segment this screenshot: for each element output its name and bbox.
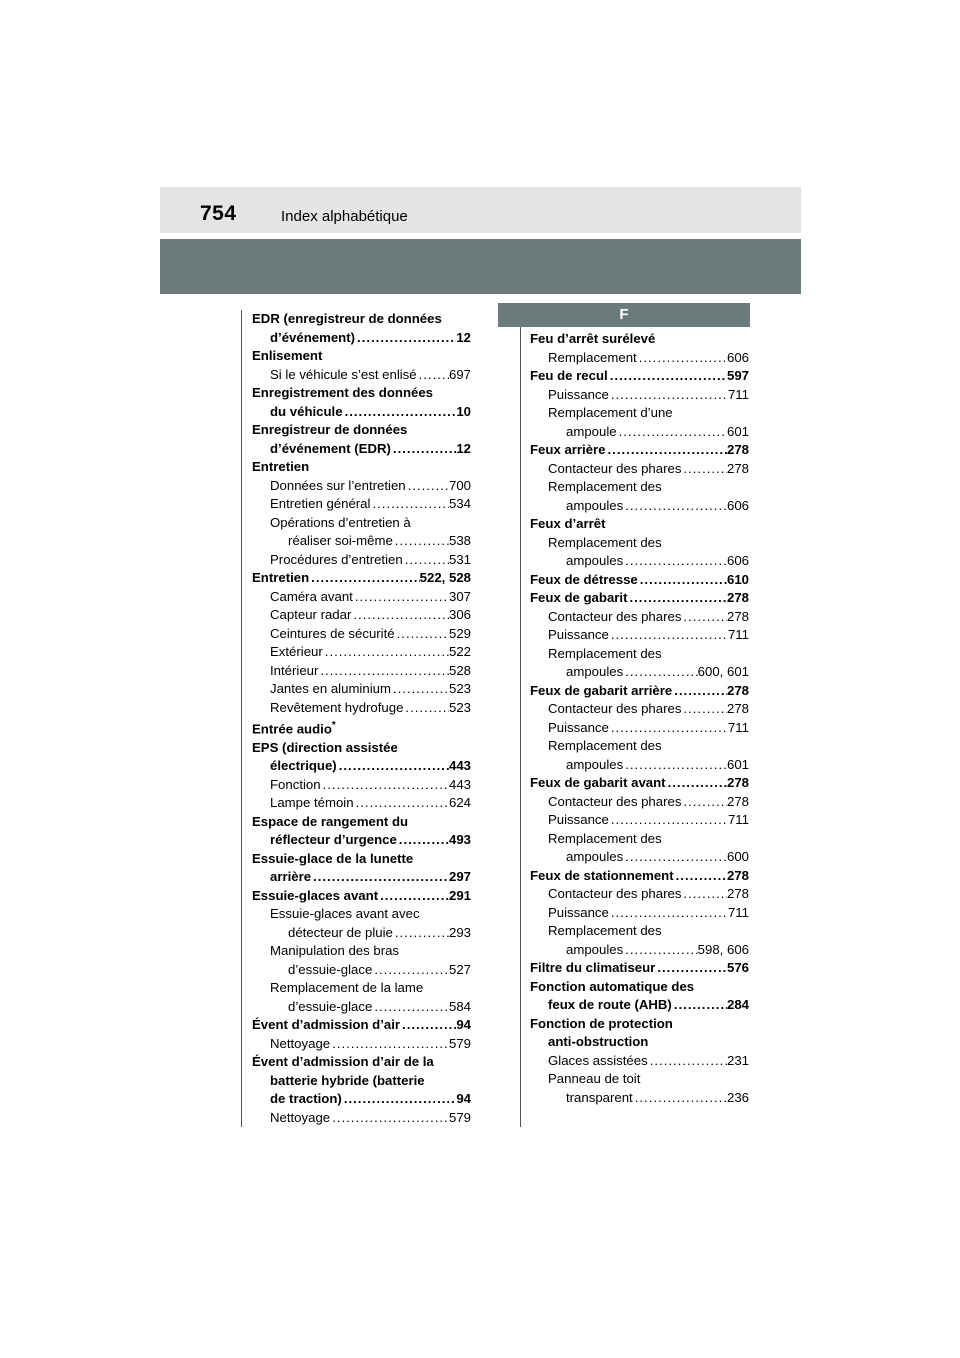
page-reference: 523	[448, 699, 471, 715]
index-heading	[530, 478, 749, 497]
index-term: Capteur radar	[270, 607, 352, 622]
index-heading	[252, 979, 471, 998]
index-heading	[252, 717, 471, 739]
index-heading	[530, 645, 749, 664]
index-term: Contacteur des phares	[548, 608, 682, 624]
index-heading	[530, 978, 749, 997]
index-heading	[252, 310, 471, 329]
leader-dots	[648, 1052, 727, 1071]
leader-dots	[655, 959, 727, 978]
index-entry	[530, 349, 749, 368]
index-term: Puissance	[548, 627, 609, 642]
index-heading	[252, 942, 471, 961]
index-heading	[530, 1015, 749, 1034]
index-term: Entretien	[252, 459, 310, 474]
index-term: détecteur de pluie	[288, 924, 393, 940]
index-entry	[530, 423, 749, 442]
page-reference: 527	[448, 961, 471, 977]
page-reference: 278	[726, 701, 749, 716]
page-reference: 278	[726, 682, 749, 698]
index-term: Panneau de toit	[548, 1071, 641, 1086]
index-term: Opérations d’entretien à	[270, 514, 411, 530]
index-column-right	[530, 330, 749, 1107]
index-term: ampoules	[566, 553, 624, 568]
index-entry	[252, 794, 471, 813]
page-reference: 584	[448, 998, 471, 1014]
index-entry	[530, 626, 749, 645]
index-term: de traction)	[270, 1091, 342, 1107]
page-reference: 278	[726, 460, 749, 476]
page-reference: 576	[726, 960, 749, 975]
index-term: Remplacement de la lame	[270, 980, 424, 996]
index-entry	[530, 571, 749, 590]
page-reference: 606	[726, 553, 749, 568]
index-term: Fonction de protection	[530, 1015, 673, 1031]
page-reference: 306	[448, 607, 471, 622]
leader-dots	[342, 1090, 457, 1109]
index-entry	[530, 441, 749, 460]
index-term: ampoules	[566, 664, 624, 679]
index-heading	[530, 830, 749, 849]
index-term: EPS (direction assistée	[252, 739, 398, 755]
index-heading	[530, 737, 749, 756]
leader-dots	[638, 571, 727, 590]
page-reference: 307	[448, 588, 471, 604]
index-entry	[530, 608, 749, 627]
page-reference: 284	[726, 997, 749, 1012]
leader-dots	[378, 887, 449, 906]
index-term: EDR (enregistreur de données	[252, 311, 442, 326]
index-heading	[530, 922, 749, 941]
page-reference: 711	[727, 719, 749, 735]
leader-dots	[623, 663, 697, 682]
index-term: réflecteur d’urgence	[270, 832, 397, 848]
leader-dots	[330, 1035, 449, 1054]
leader-dots	[666, 774, 727, 793]
leader-dots	[627, 589, 727, 608]
page-reference: 278	[726, 775, 749, 790]
index-entry	[252, 329, 471, 348]
index-term: Remplacement des	[548, 738, 662, 753]
index-term: Procédures d’entretien	[270, 551, 403, 567]
leader-dots	[370, 495, 449, 514]
page-reference: 443	[448, 776, 471, 792]
index-term: Enregistreur de données	[252, 422, 408, 437]
index-entry	[252, 831, 471, 850]
leader-dots	[372, 998, 449, 1017]
index-entry	[530, 1052, 749, 1071]
leader-dots	[372, 961, 449, 980]
page-reference: 597	[726, 368, 749, 383]
index-entry	[252, 643, 471, 662]
index-entry	[530, 719, 749, 738]
index-term: Feux de détresse	[530, 571, 638, 587]
leader-dots	[674, 867, 727, 886]
index-entry	[530, 904, 749, 923]
leader-dots	[351, 606, 449, 625]
page-reference: 297	[448, 869, 471, 885]
page-reference: 538	[448, 533, 471, 548]
leader-dots	[393, 924, 449, 943]
page-reference: 700	[448, 477, 471, 493]
section-letter-header: F	[498, 303, 750, 327]
page-reference: 600	[726, 849, 749, 864]
page-reference: 534	[448, 496, 471, 511]
index-heading	[252, 421, 471, 440]
index-entry	[252, 887, 471, 906]
index-entry	[252, 699, 471, 718]
index-term: Feu de recul	[530, 368, 608, 383]
index-entry	[530, 941, 749, 960]
index-entry	[252, 606, 471, 625]
page-title: Index alphabétique	[281, 208, 408, 225]
index-heading	[530, 534, 749, 553]
index-term: Puissance	[548, 386, 609, 402]
index-term: ampoules	[566, 497, 624, 513]
page-reference: 529	[448, 625, 471, 641]
leader-dots	[323, 643, 449, 662]
page-reference: 10	[456, 403, 471, 419]
index-entry	[530, 497, 749, 516]
index-term: Feux arrière	[530, 442, 606, 457]
index-entry	[252, 477, 471, 496]
page-reference: 579	[448, 1109, 471, 1125]
index-entry	[530, 885, 749, 904]
page-reference: 523	[448, 681, 471, 696]
page-reference: 443	[448, 758, 471, 774]
decorative-band	[160, 239, 801, 294]
index-term: Si le véhicule s’est enlisé	[270, 366, 417, 382]
index-term: Caméra avant	[270, 588, 353, 604]
index-term: Feux d’arrêt	[530, 516, 606, 531]
index-entry	[530, 589, 749, 608]
index-term: ampoules	[566, 756, 624, 772]
leader-dots	[395, 625, 449, 644]
leader-dots	[354, 794, 449, 813]
index-term: Remplacement des	[548, 645, 662, 661]
index-entry	[252, 1035, 471, 1054]
leader-dots	[681, 793, 727, 812]
leader-dots	[400, 1016, 456, 1035]
index-entry	[252, 961, 471, 980]
index-heading	[252, 1072, 471, 1091]
index-term: ampoules	[566, 849, 624, 864]
index-term: Évent d’admission d’air de la	[252, 1054, 434, 1070]
index-term: Évent d’admission d’air	[252, 1017, 401, 1033]
page-reference: 600, 601	[697, 664, 749, 679]
page-reference: 531	[448, 551, 471, 567]
leader-dots	[417, 366, 449, 385]
index-term: d’essuie-glace	[288, 998, 373, 1014]
leader-dots	[353, 588, 449, 607]
index-term: électrique)	[270, 758, 337, 774]
leader-dots	[391, 680, 449, 699]
index-entry	[530, 460, 749, 479]
page-reference: 493	[448, 832, 471, 848]
leader-dots	[355, 329, 456, 348]
leader-dots	[623, 552, 727, 571]
page-reference: 291	[448, 887, 471, 903]
index-entry	[252, 495, 471, 514]
page-reference: 606	[726, 349, 749, 365]
index-heading	[252, 1053, 471, 1072]
leader-dots	[321, 776, 449, 795]
page-reference: 711	[727, 904, 749, 920]
index-entry	[252, 1090, 471, 1109]
leader-dots	[606, 441, 727, 460]
index-entry	[530, 367, 749, 386]
leader-dots	[681, 700, 727, 719]
index-heading	[252, 739, 471, 758]
index-term: Manipulation des bras	[270, 943, 400, 959]
page-reference: 579	[448, 1035, 471, 1051]
index-term: Espace de rangement du	[252, 813, 409, 829]
index-entry	[252, 662, 471, 681]
index-term: Contacteur des phares	[548, 886, 682, 901]
page-reference: 601	[726, 423, 749, 439]
page-reference: 522, 528	[419, 570, 471, 585]
index-entry	[530, 996, 749, 1015]
index-term: Filtre du climatiseur	[530, 960, 656, 975]
index-term: Puissance	[548, 812, 609, 827]
index-term: Contacteur des phares	[548, 460, 682, 476]
leader-dots	[623, 941, 697, 960]
index-term: Entretien	[252, 570, 310, 585]
leader-dots	[337, 757, 449, 776]
index-entry	[252, 532, 471, 551]
index-entry	[252, 403, 471, 422]
leader-dots	[393, 532, 449, 551]
index-term: Extérieur	[270, 644, 323, 659]
page-reference: 522	[448, 644, 471, 659]
leader-dots	[609, 386, 728, 405]
index-heading	[530, 404, 749, 423]
index-heading	[252, 458, 471, 477]
index-term: Feu d’arrêt surélevé	[530, 331, 656, 346]
index-heading	[252, 905, 471, 924]
index-term: Contacteur des phares	[548, 701, 682, 716]
index-term: Puissance	[548, 719, 609, 735]
index-entry	[252, 998, 471, 1017]
page-reference: 528	[448, 662, 471, 678]
index-term: batterie hybride (batterie	[270, 1072, 425, 1088]
index-term: d’événement (EDR)	[270, 440, 391, 456]
page-reference: 610	[726, 571, 749, 587]
index-term: Essuie-glaces avant avec	[270, 906, 420, 922]
index-entry	[252, 588, 471, 607]
page-reference: 236	[726, 1089, 749, 1105]
index-entry	[530, 663, 749, 682]
index-heading	[252, 514, 471, 533]
page-reference: 278	[726, 608, 749, 624]
index-entry	[530, 756, 749, 775]
leader-dots	[609, 904, 728, 923]
page-number: 754	[200, 202, 237, 225]
index-heading	[530, 1033, 749, 1052]
index-term: Fonction	[270, 776, 321, 792]
header-band	[160, 187, 801, 233]
leader-dots	[311, 868, 449, 887]
index-heading	[530, 330, 749, 349]
leader-dots	[637, 349, 727, 368]
column-divider-middle	[520, 310, 521, 1127]
index-term: Entretien général	[270, 496, 371, 511]
leader-dots	[403, 551, 449, 570]
leader-dots	[609, 626, 728, 645]
page-reference: 624	[448, 795, 471, 811]
index-term: Puissance	[548, 904, 609, 920]
leader-dots	[609, 719, 728, 738]
index-term: arrière	[270, 869, 312, 885]
index-heading	[252, 347, 471, 366]
leader-dots	[609, 811, 728, 830]
index-term: Nettoyage	[270, 1109, 331, 1125]
page-reference: 231	[726, 1052, 749, 1068]
index-entry	[252, 440, 471, 459]
leader-dots	[623, 756, 727, 775]
index-entry	[530, 700, 749, 719]
index-term: feux de route (AHB)	[548, 997, 672, 1012]
leader-dots	[391, 440, 456, 459]
index-term: Remplacement des	[548, 479, 662, 494]
leader-dots	[406, 477, 449, 496]
leader-dots	[672, 682, 727, 701]
index-entry	[252, 924, 471, 943]
index-entry	[530, 793, 749, 812]
index-term: Remplacement des	[548, 923, 662, 938]
leader-dots	[318, 662, 449, 681]
page-reference: 697	[448, 366, 471, 382]
leader-dots	[623, 497, 727, 516]
index-entry	[530, 774, 749, 793]
index-term: d’essuie-glace	[288, 961, 373, 977]
page-reference: 598, 606	[697, 941, 749, 957]
index-heading	[530, 515, 749, 534]
index-entry	[530, 959, 749, 978]
leader-dots	[672, 996, 727, 1015]
leader-dots	[330, 1109, 449, 1128]
page-reference: 278	[726, 793, 749, 809]
leader-dots	[681, 460, 727, 479]
index-term: du véhicule	[270, 403, 343, 419]
index-term: Essuie-glace de la lunette	[252, 850, 414, 866]
index-term: ampoules	[566, 941, 624, 957]
column-divider-left	[241, 310, 242, 1127]
page-reference: 278	[726, 886, 749, 901]
index-entry	[252, 1016, 471, 1035]
index-term: ampoule	[566, 423, 617, 439]
index-term: Feux de gabarit arrière	[530, 682, 673, 698]
index-entry	[530, 386, 749, 405]
index-entry	[252, 569, 471, 588]
page-reference: 278	[726, 442, 749, 457]
index-term: Intérieur	[270, 662, 319, 678]
leader-dots	[403, 699, 449, 718]
index-term: Fonction automatique des	[530, 978, 695, 994]
page-reference: 293	[448, 924, 471, 940]
index-term: Remplacement des	[548, 830, 662, 846]
index-entry	[530, 682, 749, 701]
leader-dots	[608, 367, 727, 386]
index-term: Remplacement	[548, 349, 637, 365]
page-reference: 711	[727, 812, 749, 827]
index-term: transparent	[566, 1089, 633, 1105]
index-term: Nettoyage	[270, 1035, 331, 1051]
index-entry	[530, 811, 749, 830]
index-term: Entrée audio	[252, 721, 332, 737]
index-term: Enlisement	[252, 348, 323, 363]
page-reference: 94	[456, 1091, 471, 1107]
index-term: Enregistrement des données	[252, 385, 434, 400]
index-term: Glaces assistées	[548, 1052, 648, 1068]
page-reference: 278	[726, 867, 749, 883]
page-reference: 606	[726, 497, 749, 513]
leader-dots	[623, 848, 727, 867]
index-entry	[530, 867, 749, 886]
page-reference: 601	[726, 756, 749, 772]
page-reference: 278	[726, 590, 749, 605]
page-reference: 711	[727, 386, 749, 402]
footnote-marker: *	[331, 720, 336, 731]
index-entry	[252, 625, 471, 644]
page-reference: 94	[456, 1017, 471, 1033]
index-term: d’événement)	[270, 329, 356, 345]
page-reference: 711	[727, 627, 749, 642]
index-heading	[252, 813, 471, 832]
index-entry	[252, 551, 471, 570]
index-term: Contacteur des phares	[548, 793, 682, 809]
index-entry	[252, 680, 471, 699]
index-entry	[530, 1089, 749, 1108]
index-term: Essuie-glaces avant	[252, 887, 379, 903]
index-term: Lampe témoin	[270, 795, 354, 811]
index-entry	[252, 757, 471, 776]
index-term: Jantes en aluminium	[270, 681, 391, 696]
index-term: anti-obstruction	[548, 1034, 649, 1049]
leader-dots	[617, 423, 727, 442]
index-heading	[252, 850, 471, 869]
page-reference: 12	[456, 440, 471, 456]
index-entry	[252, 776, 471, 795]
leader-dots	[309, 569, 420, 588]
index-heading	[530, 1070, 749, 1089]
leader-dots	[633, 1089, 727, 1108]
index-term: Remplacement des	[548, 534, 662, 550]
leader-dots	[681, 885, 727, 904]
index-term: réaliser soi-même	[288, 533, 393, 548]
index-entry	[530, 552, 749, 571]
index-entry	[252, 366, 471, 385]
index-term: Feux de stationnement	[530, 867, 674, 883]
page-reference: 12	[456, 329, 471, 345]
index-term: Revêtement hydrofuge	[270, 699, 404, 715]
index-term: Remplacement d’une	[548, 405, 673, 420]
index-term: Feux de gabarit avant	[530, 775, 666, 790]
index-heading	[252, 384, 471, 403]
leader-dots	[397, 831, 449, 850]
leader-dots	[343, 403, 457, 422]
leader-dots	[681, 608, 727, 627]
index-entry	[530, 848, 749, 867]
index-term: Données sur l’entretien	[270, 477, 406, 493]
index-term: Feux de gabarit	[530, 590, 628, 605]
index-column-left	[252, 310, 471, 1127]
index-entry	[252, 868, 471, 887]
index-term: Ceintures de sécurité	[270, 625, 395, 641]
index-entry	[252, 1109, 471, 1128]
